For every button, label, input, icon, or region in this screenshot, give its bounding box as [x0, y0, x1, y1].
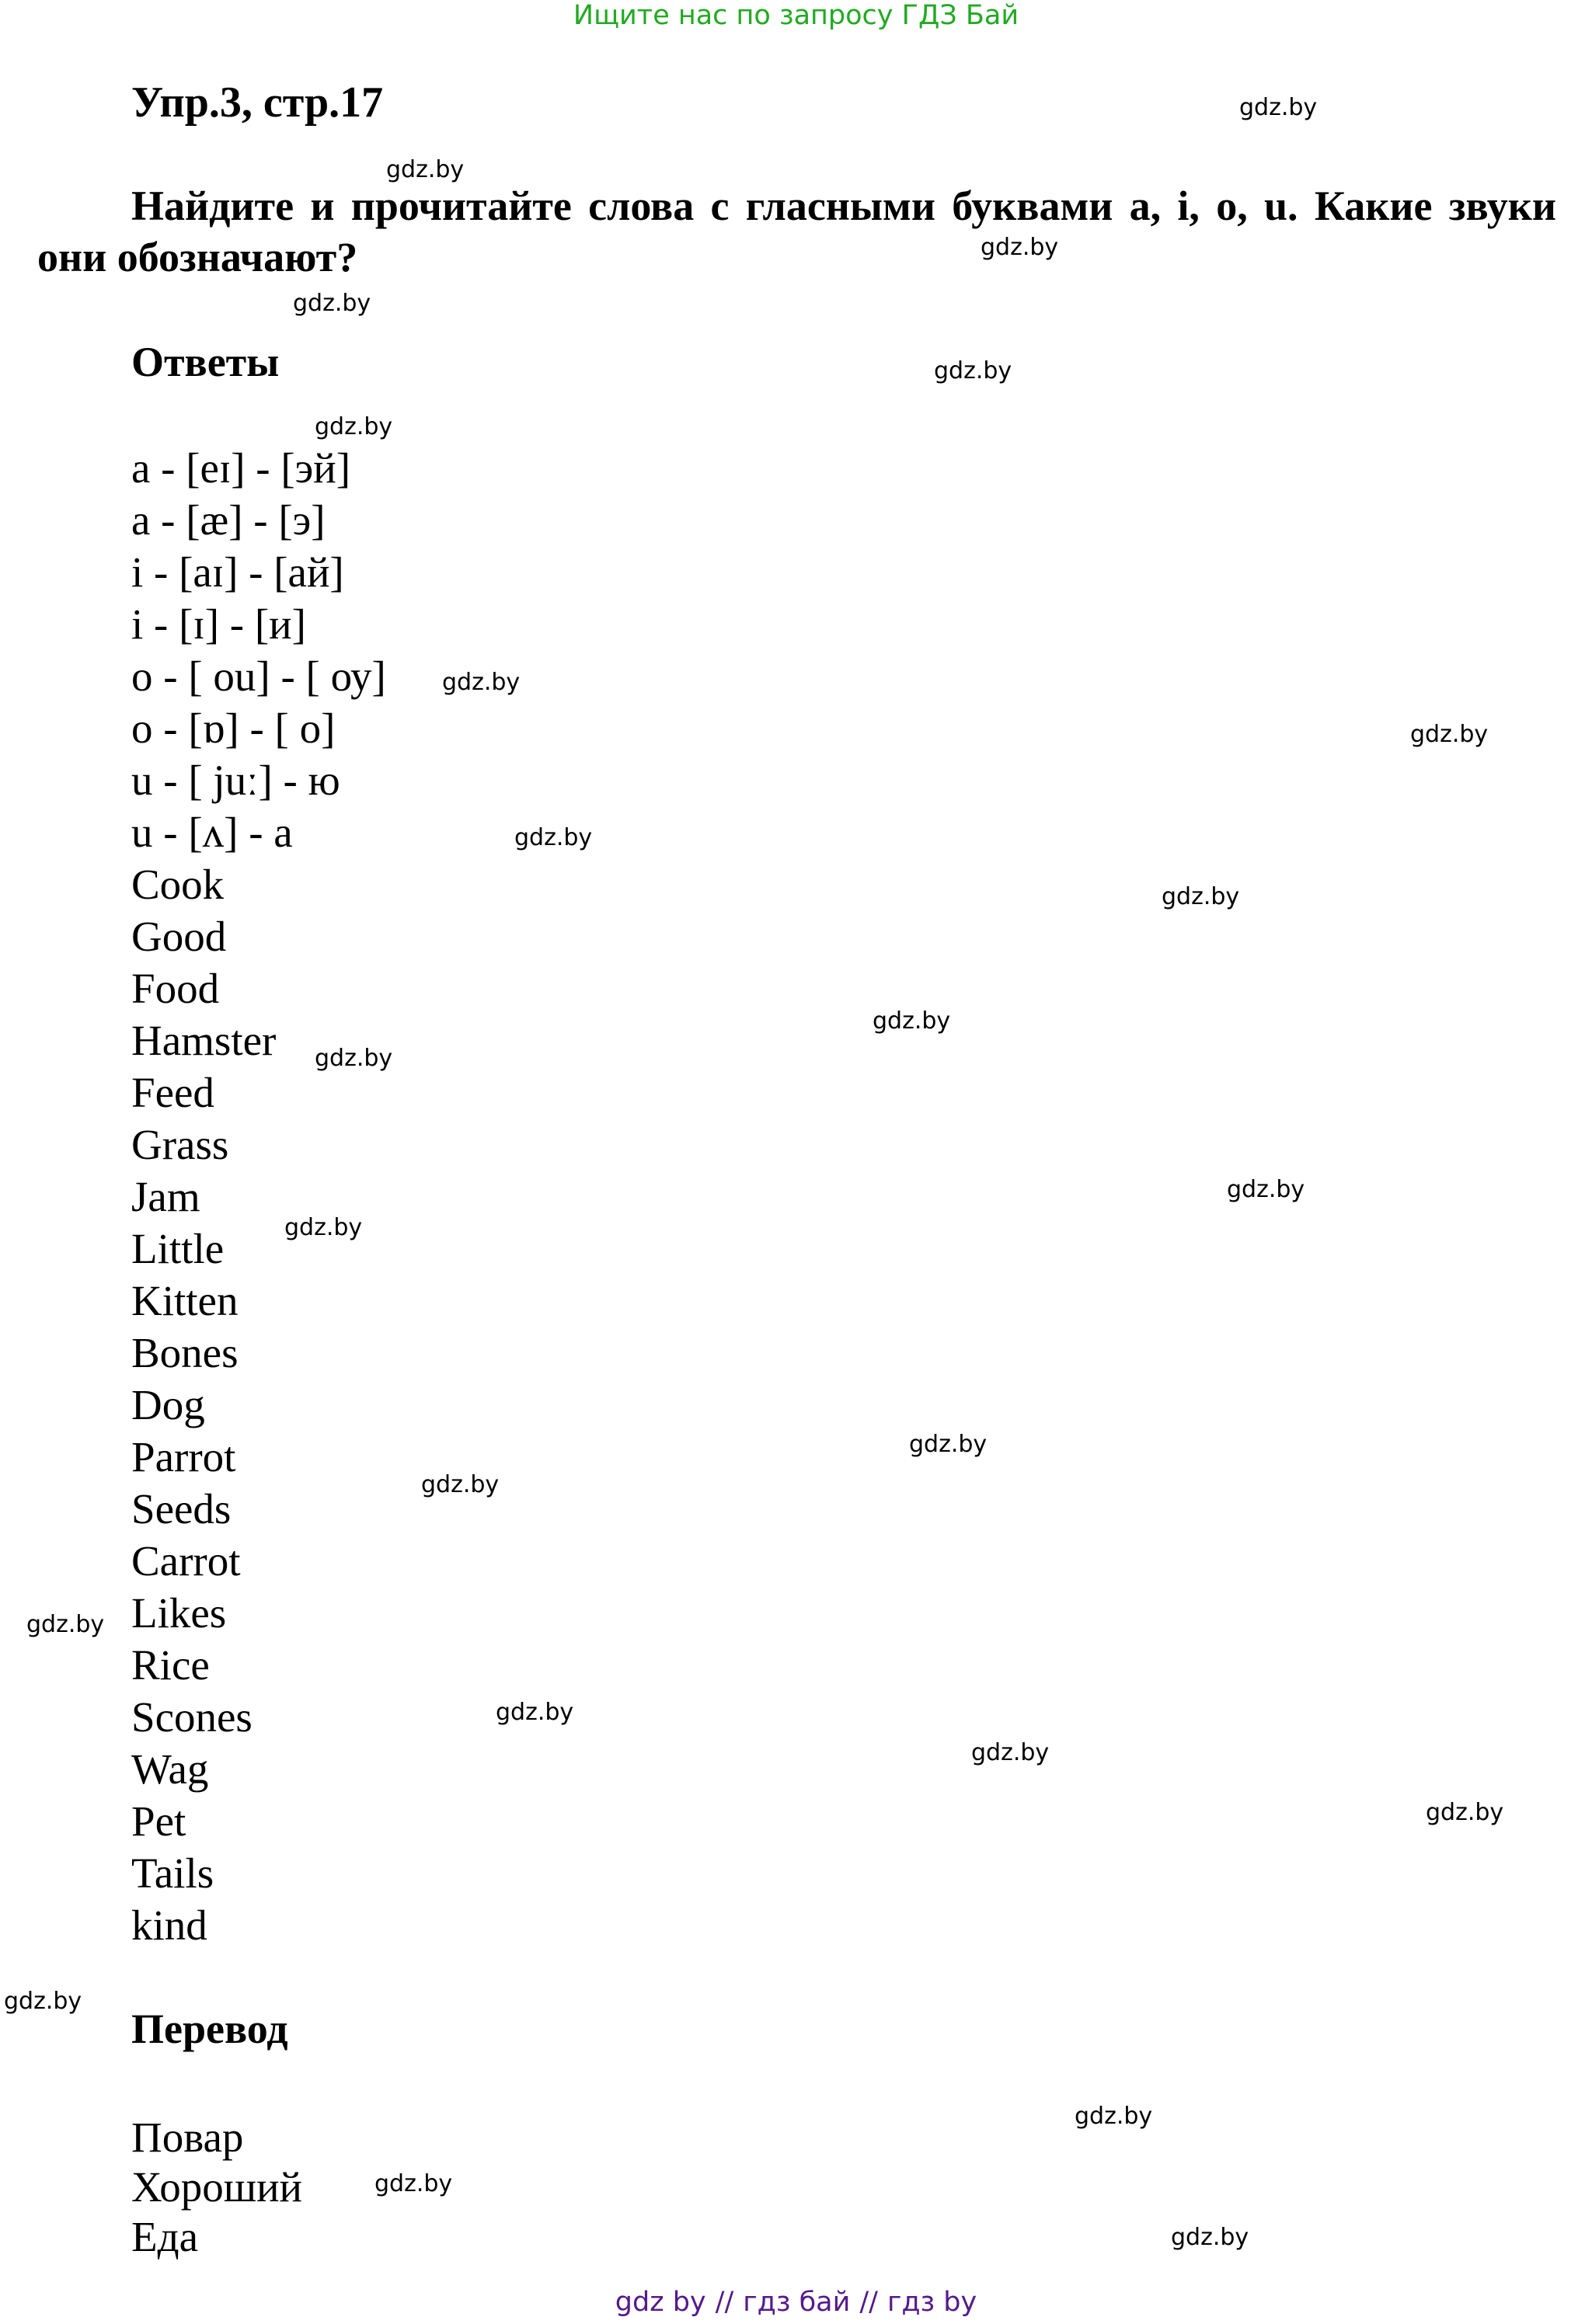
answer-item: Parrot	[131, 1433, 236, 1480]
watermark: gdz.by	[442, 669, 521, 696]
answer-item: Food	[131, 965, 220, 1012]
answer-item: a - [æ] - [э]	[131, 496, 326, 544]
footer-link-gdz-by-cyr[interactable]: гдз by	[887, 2287, 977, 2318]
watermark: gdz.by	[1410, 721, 1489, 748]
answer-item: Grass	[131, 1121, 229, 1168]
translation-list	[131, 2113, 302, 2262]
watermark: gdz.by	[934, 357, 1012, 384]
watermark: gdz.by	[315, 413, 393, 440]
answer-item: Pet	[131, 1797, 186, 1845]
answer-item: Scones	[131, 1693, 253, 1741]
translation-item: Хороший	[131, 2163, 302, 2211]
watermark: gdz.by	[1171, 2224, 1249, 2251]
watermark: gdz.by	[1426, 1799, 1504, 1826]
answer-item: u - [ʌ] - а	[131, 809, 293, 856]
watermark: gdz.by	[514, 824, 593, 851]
watermark: gdz.by	[1162, 883, 1240, 910]
answer-item: Bones	[131, 1329, 239, 1376]
watermark: gdz.by	[981, 234, 1059, 261]
answers-title: Ответы	[131, 339, 280, 385]
answer-item: o - [ɒ] - [ о]	[131, 705, 336, 752]
answer-item: o - [ ou] - [ оу]	[131, 652, 386, 700]
answer-item: Dog	[131, 1381, 205, 1428]
watermark: gdz.by	[909, 1431, 988, 1458]
top-banner: Ищите нас по запросу ГДЗ Бай	[573, 0, 1019, 31]
watermark: gdz.by	[971, 1739, 1050, 1766]
answer-item: i - [ɪ] - [и]	[131, 600, 306, 648]
task-text: Найдите и прочитайте слова с гласными буквами a, i, o, u. Какие звуки они обозначают?	[37, 183, 1556, 280]
answer-item: Wag	[131, 1745, 209, 1793]
watermark: gdz.by	[386, 156, 465, 183]
answer-item: Likes	[131, 1589, 227, 1637]
footer-link-gdz-bai[interactable]: гдз бай	[743, 2287, 851, 2318]
answer-item: Tails	[131, 1849, 214, 1897]
watermark: gdz.by	[26, 1611, 105, 1638]
footer-separator: //	[859, 2287, 878, 2318]
footer-separator: //	[715, 2287, 734, 2318]
answer-item: Kitten	[131, 1277, 239, 1324]
watermark: gdz.by	[1239, 94, 1318, 121]
answer-item: i - [aɪ] - [ай]	[131, 548, 344, 596]
watermark: gdz.by	[1075, 2103, 1153, 2130]
answer-item: Jam	[131, 1173, 200, 1220]
footer-link-gdz-by[interactable]: gdz by	[615, 2287, 706, 2318]
watermark: gdz.by	[1227, 1176, 1305, 1203]
answer-item: u - [ juː] - ю	[131, 757, 340, 804]
answer-item: Carrot	[131, 1537, 241, 1585]
watermark: gdz.by	[873, 1007, 951, 1035]
watermark: gdz.by	[284, 1214, 363, 1241]
answer-item: Cook	[131, 861, 225, 908]
watermark: gdz.by	[4, 1988, 82, 2015]
translation-item: Еда	[131, 2213, 198, 2260]
answer-item: kind	[131, 1901, 207, 1949]
answer-item: Good	[131, 913, 227, 960]
exercise-heading: Упр.3, стр.17	[131, 78, 384, 127]
watermark: gdz.by	[315, 1045, 393, 1072]
watermark: gdz.by	[293, 290, 371, 317]
answer-item: Hamster	[131, 1017, 277, 1064]
watermark: gdz.by	[496, 1699, 574, 1726]
watermark: gdz.by	[374, 2170, 453, 2197]
answer-item: Seeds	[131, 1485, 232, 1533]
answer-item: a - [eɪ] - [эй]	[131, 444, 351, 492]
answer-item: Rice	[131, 1641, 210, 1689]
answer-item: Feed	[131, 1069, 214, 1116]
answer-item: Little	[131, 1225, 225, 1272]
answers-list	[131, 442, 386, 1951]
translation-title: Перевод	[131, 2006, 288, 2052]
watermark: gdz.by	[421, 1471, 500, 1498]
footer-links	[0, 2287, 1592, 2318]
translation-item: Повар	[131, 2114, 244, 2161]
